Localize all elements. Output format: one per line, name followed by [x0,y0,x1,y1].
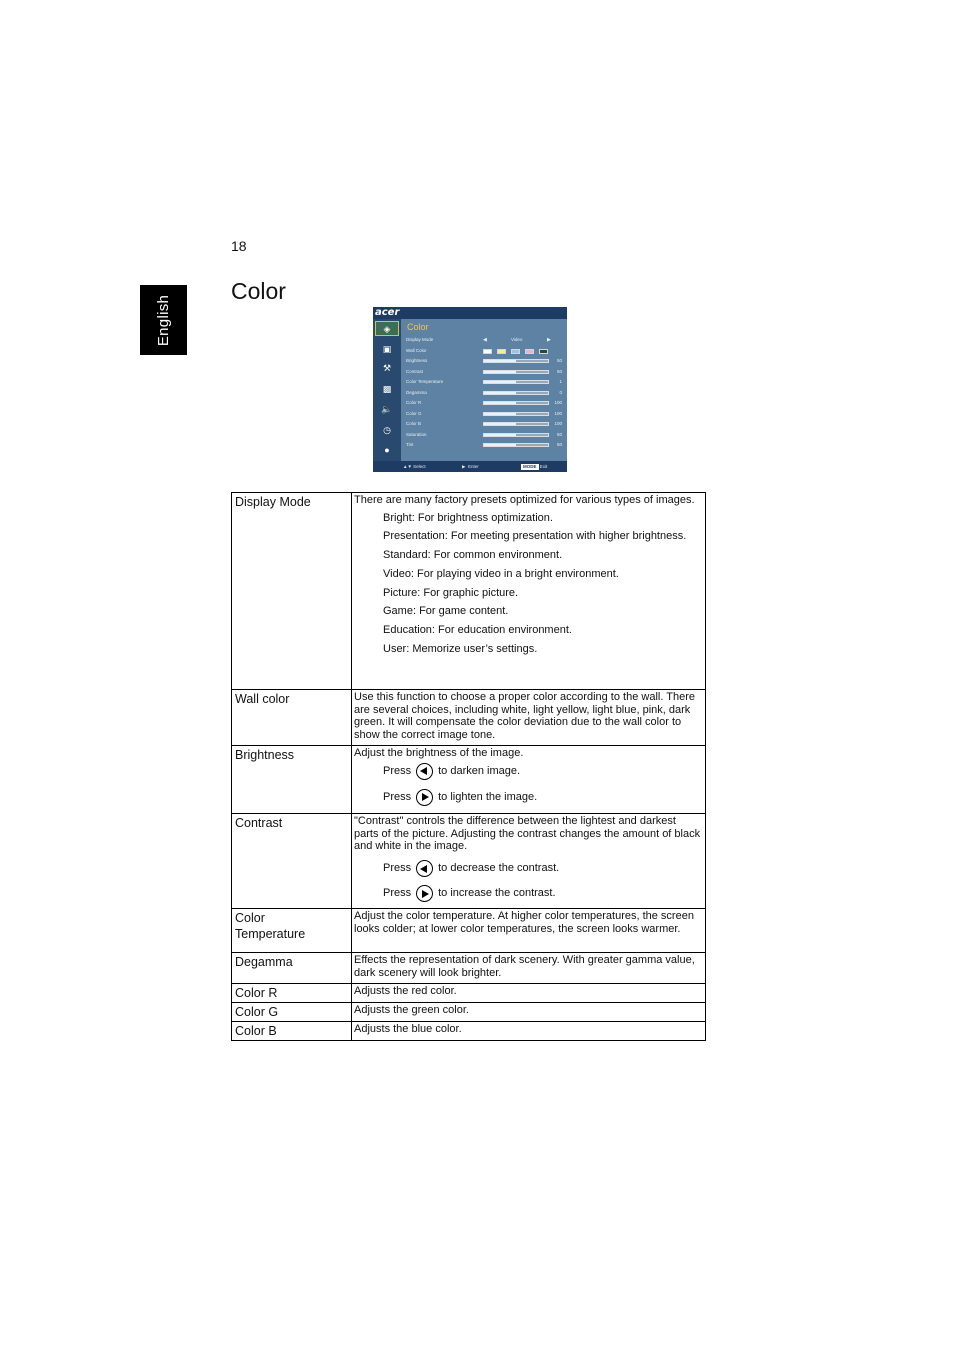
management-icon: ▩ [382,384,392,394]
osd-selected-value: Video [511,337,523,342]
osd-setting-label: Contrast [406,368,424,374]
osd-setting-value: 50 [556,431,562,437]
osd-setting-row [406,378,566,386]
acer-logo: acer [375,307,400,318]
osd-setting-label: Wall Color [406,347,427,353]
color-palette-icon: ◈ [375,321,399,336]
function-name: Wall color [232,690,352,746]
osd-setting-value: 100 [554,410,562,416]
osd-left-arrow-icon: ◀ [483,337,487,343]
osd-slider-fill [484,423,516,425]
display-mode-option: Bright: For brightness optimization. [383,511,553,524]
osd-setting-value: 100 [554,421,562,426]
function-description: Effects the representation of dark scenery. With greater gamma value, dark scenery will look brighter. [352,953,706,984]
function-name: Brightness [232,746,352,814]
osd-slider-bar [483,433,549,437]
brightness-press-left: Press to darken image. [383,762,702,781]
language-speech-icon: ● [384,445,390,455]
osd-footer [373,461,567,472]
contrast-press-left: Press to decrease the contrast. [383,859,702,878]
osd-slider-bar [483,380,549,384]
osd-setting-row [406,357,566,365]
display-mode-option: Education: For education environment. [383,623,572,636]
page-number: 18 [231,238,247,254]
left-arrow-button-icon [416,860,433,877]
brightness-desc: Adjust the brightness of the image. [354,747,524,759]
function-description [352,746,706,814]
osd-slider-fill [484,413,516,415]
osd-slider-bar [483,359,549,363]
osd-title-bar [373,307,567,319]
osd-slider-bar [483,401,549,405]
osd-setting-value: 100 [554,400,562,405]
display-mode-option: User: Memorize user’s settings. [383,642,538,655]
osd-slider-fill [484,392,516,394]
osd-slider-fill [484,402,516,404]
osd-setting-label: Color B [406,421,422,426]
osd-setting-value: 50 [556,358,562,363]
wall-color-swatch [497,349,506,354]
osd-slider-fill [484,434,516,436]
osd-setting-label: Degamma [406,389,427,395]
contrast-desc: "Contrast" controls the difference between the lightest and darkest parts of the picture. Adjusting the contrast changes the amount of black and white in the image. [354,815,701,853]
table-row-color-g [232,1003,706,1022]
table-row-display-mode [232,493,706,690]
osd-setting-row [406,420,566,428]
osd-setting-row [406,410,566,418]
table-row-wall-color [232,690,706,746]
image-icon: ▣ [382,344,392,354]
display-mode-intro: There are many factory presets optimized for various types of images. [354,494,695,506]
osd-setting-label: Saturation [406,431,427,437]
osd-slider-fill [484,371,516,373]
function-name: Contrast [232,814,352,909]
osd-setting-value: 1 [559,379,562,384]
osd-slider-bar [483,422,549,426]
osd-right-arrow-icon: ▶ [547,337,551,343]
table-row-color-temperature [232,909,706,953]
osd-slider-fill [484,381,516,383]
osd-sidebar [373,319,401,461]
function-description: Adjusts the blue color. [352,1022,706,1041]
osd-setting-row [406,389,566,397]
osd-color-menu-screenshot [373,307,567,472]
osd-setting-label: Color G [406,410,422,416]
osd-setting-value: 0 [559,389,562,395]
osd-setting-label: Brightness [406,358,428,363]
function-description [352,493,706,690]
osd-heading: Color [407,322,429,332]
function-description: Adjusts the green color. [352,1003,706,1022]
osd-slider-fill [484,360,516,362]
table-row-brightness [232,746,706,814]
wall-color-swatch [483,349,492,354]
osd-slider-bar [483,391,549,395]
function-description: Adjusts the red color. [352,984,706,1003]
language-tab-label: English [155,294,173,346]
function-name: Color Temperature [232,909,352,953]
osd-slider-bar [483,443,549,447]
osd-setting-label: Color R [406,400,422,405]
table-row-color-b [232,1022,706,1041]
osd-setting-row [406,368,566,376]
function-description: Adjust the color temperature. At higher color temperatures, the screen looks colder; at lower color temperatures, the screen looks warmer. [352,909,706,953]
speaker-icon: 🔈 [381,404,393,414]
table-row-color-r [232,984,706,1003]
table-row-degamma [232,953,706,984]
left-arrow-button-icon [416,763,433,780]
contrast-press-right: Press to increase the contrast. [383,884,702,903]
page-title: Color [231,278,286,304]
osd-setting-label: Color Temperature [406,379,444,384]
right-arrow-button-icon [416,789,433,806]
function-description [352,814,706,909]
display-mode-option: Game: For game content. [383,605,509,618]
color-function-table [231,492,706,1041]
brightness-press-right: Press to lighten the image. [383,788,702,807]
timer-icon: ◷ [383,425,391,435]
function-description: Use this function to choose a proper color according to the wall. There are several choices, including white, light yellow, light blue, pink, dark green. It will compensate the color deviation due to the wall color to show the correct image tone. [352,690,706,746]
function-name: Degamma [232,953,352,984]
function-name: Color G [232,1003,352,1022]
osd-setting-label: Tint [406,442,414,447]
osd-setting-row [406,431,566,439]
display-mode-option: Video: For playing video in a bright environment. [383,567,619,580]
osd-setting-label: Display Mode [406,337,434,342]
osd-enter-hint: ▶ Enter [462,464,479,469]
osd-slider-bar [483,370,549,374]
language-tab [140,285,187,355]
function-name: Display Mode [232,493,352,690]
wall-color-swatch [539,349,548,354]
osd-slider-bar [483,412,549,416]
function-name: Color B [232,1022,352,1041]
right-arrow-button-icon [416,885,433,902]
osd-setting-row [406,441,566,449]
display-mode-option: Picture: For graphic picture. [383,586,519,599]
osd-setting-value: 50 [556,368,562,374]
osd-setting-row [406,336,566,344]
display-mode-option: Presentation: For meeting presentation with higher brightness. [383,530,687,543]
wall-color-swatch [511,349,520,354]
osd-select-hint: ▲▼ Select [403,464,426,469]
wrench-settings-icon: ⚒ [382,363,392,373]
osd-setting-value: 50 [556,442,562,447]
osd-slider-fill [484,444,516,446]
osd-setting-row [406,347,566,355]
table-row-contrast [232,814,706,909]
osd-setting-row [406,399,566,407]
wall-color-swatch [525,349,534,354]
function-name: Color R [232,984,352,1003]
display-mode-option: Standard: For common environment. [383,549,563,562]
osd-exit-hint: MODE Exit [523,464,548,469]
